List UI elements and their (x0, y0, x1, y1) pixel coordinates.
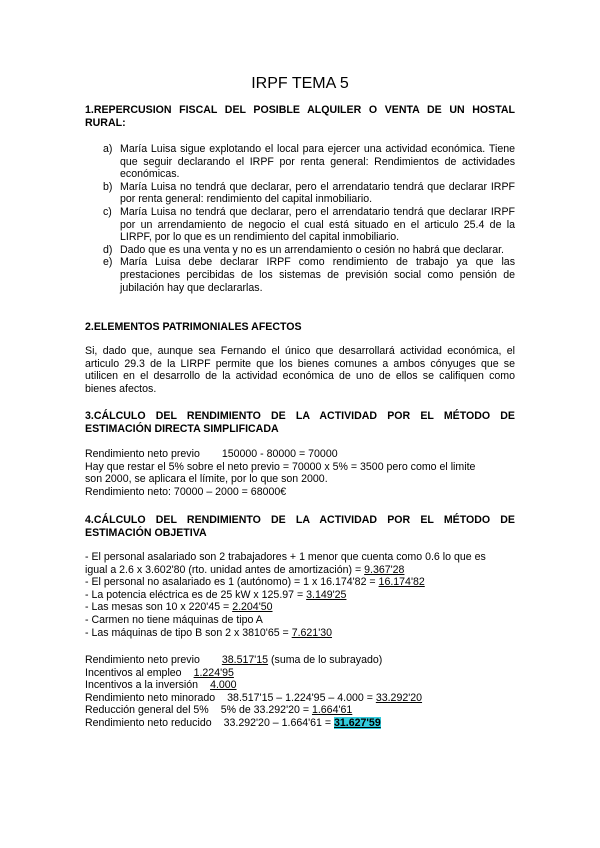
list-item (103, 256, 515, 294)
section4-heading-line2: ESTIMACIÓN OBJETIVA (85, 526, 207, 539)
section3-heading (85, 410, 515, 435)
calc-text: - El personal no asalariado es 1 (autónomo) = 1 x 16.174'82 = (85, 576, 379, 589)
list-item (103, 244, 515, 257)
list-item-text: María Luisa sigue explotando el local para ejercer una actividad económica. Tiene que seguir declarando el IRPF por renta general: Rendimientos de actividades económicas. (120, 143, 515, 181)
calc-line (85, 576, 525, 589)
section4-heading-line1: 4.CÁLCULO DEL RENDIMIENTO DE LA ACTIVIDAD POR EL MÉTODO DE (85, 514, 515, 526)
result-label: Rendimiento neto minorado (85, 691, 216, 704)
section1-list (103, 143, 515, 294)
list-marker: c) (103, 205, 112, 218)
result-line (85, 667, 525, 680)
result-value: 33.292'20 (375, 691, 423, 704)
result-line (85, 692, 525, 705)
list-item-text: María Luisa debe declarar IRPF como rendimiento de trabajo ya que las prestaciones percibidas de los sistemas de previsión social como pensión de jubilación hay que declararlas. (120, 256, 515, 294)
calc-line (85, 589, 525, 602)
section3-line3: son 2000, se aplicara el límite, por lo que son 2000. (85, 473, 328, 486)
calc-value: 16.174'82 (378, 576, 425, 589)
list-item-text: María Luisa no tendrá que declarar, pero el arrendatario tendrá que declarar IRPF por un arrendamiento de negocio el cual está situado en el articulo 25.4 de la LIRPF, por lo que es un rendimiento del capital inmobiliario. (120, 205, 515, 244)
list-marker: e) (103, 256, 113, 269)
section3-line4: Rendimiento neto: 70000 – 2000 = 68000€ (85, 485, 287, 498)
calc-text: - La potencia eléctrica es de 25 kW x 125.97 = (85, 588, 307, 601)
result-label: Incentivos al empleo (85, 666, 182, 679)
section1-heading-line1: 1.REPERCUSION FISCAL DEL POSIBLE ALQUILER O VENTA DE UN HOSTAL (85, 104, 515, 116)
calc-line (85, 627, 525, 640)
result-value: 38.517'15 (221, 654, 269, 666)
section3-line1 (85, 448, 525, 461)
calc-value: 9.367'28 (364, 563, 405, 576)
list-marker: a) (103, 143, 113, 155)
list-marker: d) (103, 243, 113, 256)
result-value: 1.664'61 (311, 704, 353, 717)
list-marker: b) (103, 180, 113, 193)
section4-heading (85, 514, 515, 539)
result-label: Incentivos a la inversión (85, 679, 199, 692)
section3-heading-line2: ESTIMACIÓN DIRECTA SIMPLIFICADA (85, 422, 279, 435)
section2-paragraph: Si, dado que, aunque sea Fernando el único que desarrollará actividad económica, el articulo 29.3 de la LIRPF permite que los bienes comunes a ambos cónyuges que se utilicen en el desarrollo de la actividad económica de uno de ellos se califiquen como bienes afectos. (85, 345, 515, 395)
result-value: 1.224'95 (193, 666, 234, 679)
result-value: 4.000 (210, 679, 237, 692)
rendimiento-previo-value: 150000 - 80000 = 70000 (221, 448, 338, 460)
calc-line (85, 601, 525, 614)
result-line (85, 717, 525, 730)
section1-heading (85, 104, 515, 129)
result-label: Reducción general del 5% (85, 704, 209, 717)
list-item-text: Dado que es una venta y no es un arrendamiento o cesión no habrá que declarar. (120, 243, 504, 256)
list-item-text: María Luisa no tendrá que declarar, pero el arrendatario tendrá que declarar IRPF por renta general: rendimiento del capital inmobiliario. (120, 180, 515, 206)
section4-results (85, 654, 525, 730)
result-line (85, 679, 525, 692)
calc-value: 3.149'25 (306, 588, 347, 601)
result-line (85, 654, 525, 667)
calc-value: 2.204'50 (232, 601, 273, 614)
result-label: Rendimiento neto reducido (85, 716, 212, 729)
list-item (103, 143, 515, 181)
list-item (103, 181, 515, 206)
list-item (103, 206, 515, 244)
result-calc: 38.517'15 – 1.224'95 – 4.000 = (227, 691, 376, 704)
calc-text: igual a 2.6 x 3.602'80 (rto. unidad antes de amortización) = (85, 563, 365, 576)
calc-line (85, 564, 525, 577)
calc-text: - Las mesas son 10 x 220'45 = (85, 601, 233, 614)
result-line (85, 704, 525, 717)
section4-calculations (85, 551, 525, 639)
calc-value: 7.621'30 (291, 626, 333, 639)
result-label: Rendimiento neto previo (85, 654, 200, 666)
calc-line: - Carmen no tiene máquinas de tipo A (85, 613, 263, 626)
section1-heading-line2: RURAL: (85, 116, 126, 129)
section3-lines (85, 448, 525, 498)
result-calc: 5% de 33.292'20 = (220, 704, 312, 717)
final-result-highlight: 31.627'59 (334, 716, 381, 729)
page-title: IRPF TEMA 5 (251, 75, 349, 92)
calc-text: - Las máquinas de tipo B son 2 x 3810'65 = (85, 626, 292, 639)
section3-line2: Hay que restar el 5% sobre el neto previo = 70000 x 5% = 3500 pero como el limite (85, 460, 476, 473)
section2-heading: 2.ELEMENTOS PATRIMONIALES AFECTOS (85, 321, 302, 333)
result-calc: 33.292'20 – 1.664'61 = (223, 716, 335, 729)
calc-line: - El personal asalariado son 2 trabajadores + 1 menor que cuenta como 0.6 lo que es (85, 551, 486, 563)
result-note: (suma de lo subrayado) (271, 654, 383, 666)
section3-heading-line1: 3.CÁLCULO DEL RENDIMIENTO DE LA ACTIVIDAD POR EL MÉTODO DE (85, 410, 515, 422)
rendimiento-previo-label: Rendimiento neto previo (85, 448, 200, 460)
